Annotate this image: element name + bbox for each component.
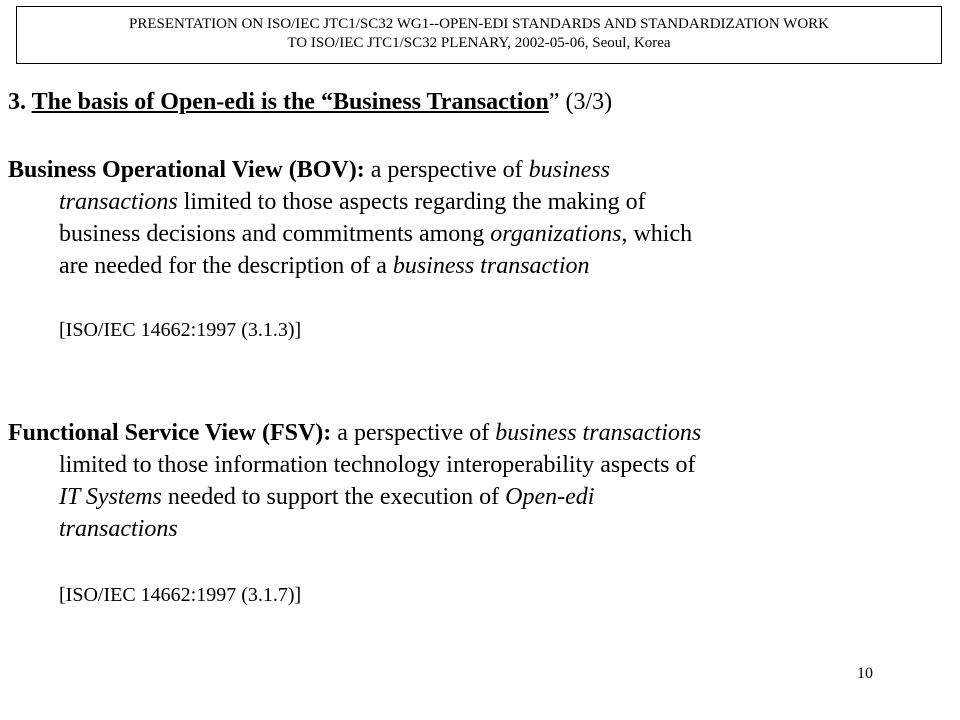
fsv-line-2: limited to those information technology interoperability aspects of [59, 452, 696, 478]
fsv-line-4: transactions [59, 516, 178, 542]
title-suffix: (3/3) [559, 89, 613, 115]
bov-reference: [ISO/IEC 14662:1997 (3.1.3)] [59, 319, 302, 341]
bov-line-3: business decisions and commitments among organizations, which [59, 221, 693, 247]
bov-term: Business Operational View (BOV): [8, 157, 365, 183]
fsv-line-3: IT Systems needed to support the execution of Open-edi [59, 484, 595, 510]
title-main-text: The basis of Open-edi is the “Business Transaction [31, 89, 549, 115]
title-close-quote: ” [548, 89, 560, 115]
header-line-2: TO ISO/IEC JTC1/SC32 PLENARY, 2002-05-06, Seoul, Korea [287, 35, 671, 51]
fsv-reference: [ISO/IEC 14662:1997 (3.1.7)] [59, 584, 302, 606]
bov-line-1: Business Operational View (BOV): a perspective of business [8, 157, 610, 183]
fsv-line-1: Functional Service View (FSV): a perspective of business transactions [8, 420, 702, 446]
header-line-1: PRESENTATION ON ISO/IEC JTC1/SC32 WG1--OPEN-EDI STANDARDS AND STANDARDIZATION WORK [128, 16, 829, 32]
bov-line-4: are needed for the description of a business transaction [59, 253, 590, 279]
title-number: 3. [8, 89, 32, 115]
fsv-term: Functional Service View (FSV): [8, 420, 332, 446]
slide-header [16, 6, 942, 64]
title-underlined-text [32, 89, 549, 115]
page-number: 10 [857, 665, 873, 682]
bov-definition [8, 154, 938, 282]
slide-title [8, 87, 612, 117]
bov-line-2: transactions limited to those aspects regarding the making of [59, 189, 646, 215]
fsv-definition [8, 417, 938, 545]
